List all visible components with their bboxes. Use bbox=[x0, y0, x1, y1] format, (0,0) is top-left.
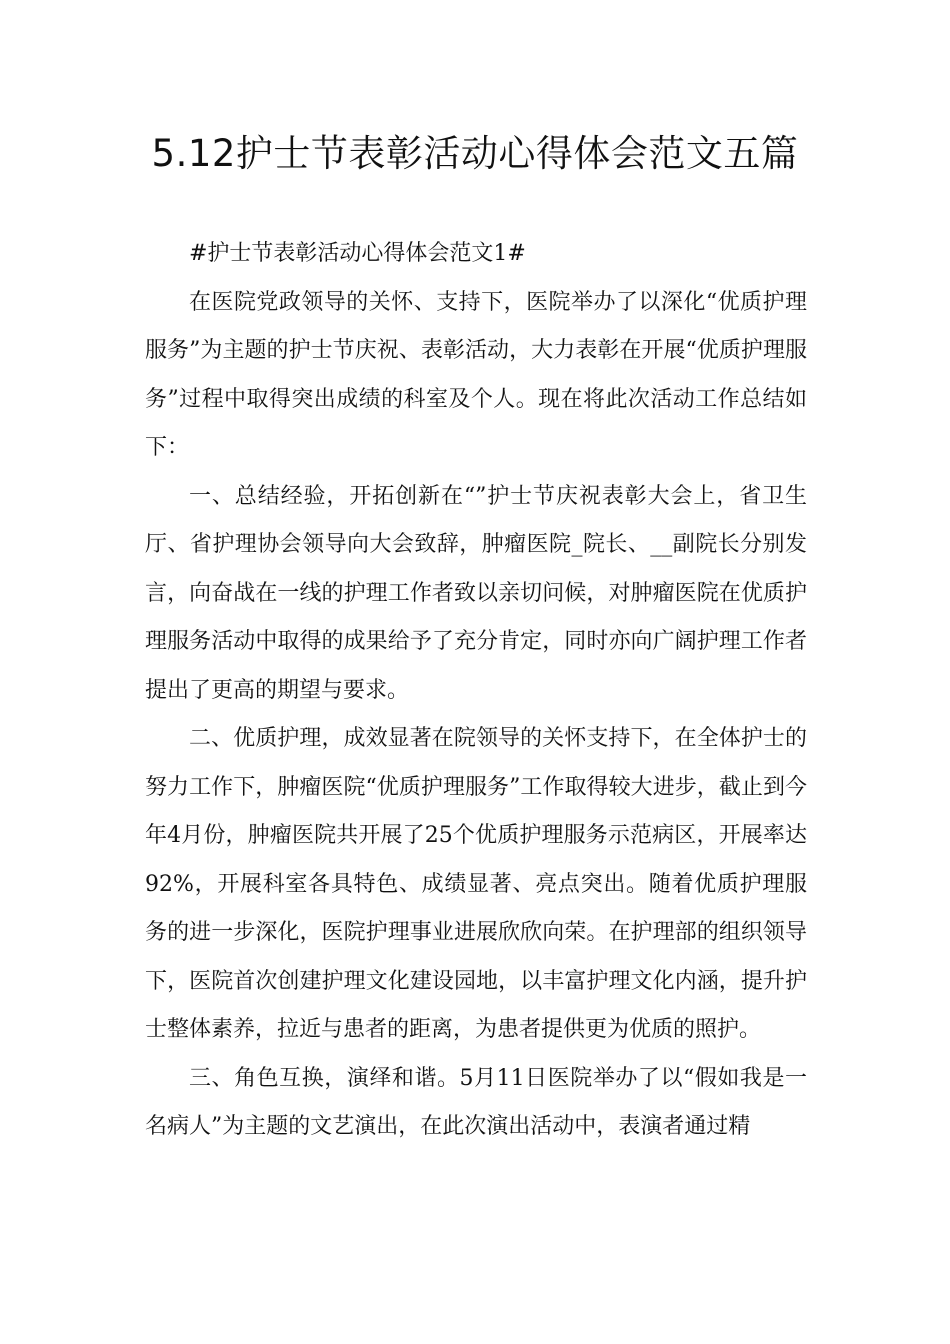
section-heading: #护士节表彰活动心得体会范文1# bbox=[189, 241, 526, 266]
document-title: 5.12护士节表彰活动心得体会范文五篇 bbox=[151, 132, 799, 175]
paragraph-section-2: 二、优质护理，成效显著在院领导的关怀支持下，在全体护士的努力工作下，肿瘤医院“优质护理服务”工作取得较大进步，截止到今年4月份，肿瘤医院共开展了25个优质护理服务示范病区，开展率达92%，开展科室各具特色、成绩显著、亮点突出。随着优质护理服务的进一步深化，医院护理事业进展欣欣向荣。在护理部的组织领导下，医院首次创建护理文化建设园地，以丰富护理文化内涵，提升护士整体素养，拉近与患者的距离，为患者提供更为优质的照护。 bbox=[145, 726, 807, 1042]
paragraph-section-3: 三、角色互换，演绎和谐。5月11日医院举办了以“假如我是一名病人”为主题的文艺演出，在此次演出活动中，表演者通过精 bbox=[145, 1065, 807, 1139]
paragraph-section-1: 一、总结经验，开拓创新在“”护士节庆祝表彰大会上，省卫生厅、省护理协会领导向大会致辞，肿瘤医院_院长、__副院长分别发言，向奋战在一线的护理工作者致以亲切问候，对肿瘤医院在优质护理服务活动中取得的成果给予了充分肯定，同时亦向广阔护理工作者提出了更高的期望与要求。 bbox=[145, 483, 807, 703]
paragraph-intro: 在医院党政领导的关怀、支持下，医院举办了以深化“优质护理服务”为主题的护士节庆祝、表彰活动，大力表彰在开展“优质护理服务”过程中取得突出成绩的科室及个人。现在将此次活动工作总结如下： bbox=[145, 289, 807, 460]
document-body bbox=[145, 230, 807, 1152]
